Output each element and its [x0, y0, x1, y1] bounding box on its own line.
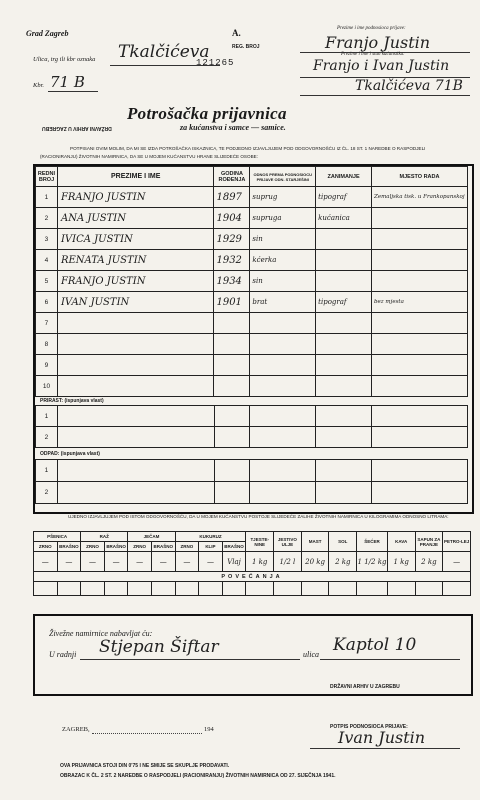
supply-value: —: [199, 552, 223, 572]
relation: supruga: [250, 208, 316, 229]
relation: [250, 334, 316, 355]
occupation: [316, 355, 372, 376]
supply-value: —: [443, 552, 471, 572]
birth-year: [214, 355, 250, 376]
declaration-text: UJEDNO IZJAVLJUJEM POD ISTOM ODGOVORNOŠĆU, DA U MOJEM KUĆANSTVU POSTOJE SLIJEDEĆE ZALIHE ŽIVOTNIH NAMIRNICA U KILOGRAMIMA ODNOSNO LITRAMA:: [68, 514, 449, 519]
persons-table: [35, 166, 468, 397]
supply-increase-cell: [443, 582, 471, 596]
reg-number: 121265: [196, 58, 235, 68]
signature-value: Ivan Justin: [338, 728, 426, 747]
submitter-label: Prezime i ime podnosioca prijave:: [337, 26, 406, 31]
birth-year: 1929: [214, 229, 250, 250]
supply-value: —: [104, 552, 128, 572]
supply-value: 1 1/2 kg: [357, 552, 388, 572]
row-number: 6: [36, 292, 58, 313]
work-place: [372, 334, 468, 355]
odpad-table: [35, 459, 468, 504]
supply-value: Vlaj: [222, 552, 246, 572]
col-kava: KAVA: [387, 532, 415, 552]
supply-label: Živežne namirnice nabavljat ću:: [49, 629, 153, 638]
group-psenica: PŠENICA: [34, 532, 81, 542]
birth-year: 1904: [214, 208, 250, 229]
group-raz: RAŽ: [81, 532, 128, 542]
supply-increase-cell: [175, 582, 199, 596]
city-label: Grad Zagreb: [26, 29, 69, 38]
supply-value: 1 kg: [387, 552, 415, 572]
form-letter: A.: [232, 28, 241, 38]
archive-stamp-top: DRŽAVNI ARHIV U ZAGREBU: [42, 125, 112, 131]
supply-increase-cell: [387, 582, 415, 596]
occupation: tipograf: [316, 292, 372, 313]
person-row: [36, 313, 468, 334]
col-name: PREZIME I IME: [57, 167, 214, 187]
row-number: 10: [36, 376, 58, 397]
work-place: [372, 208, 468, 229]
signature-label: POTPIS PODNOSIOCA PRIJAVE:: [330, 724, 408, 730]
person-row: [36, 208, 468, 229]
price-note: OVA PRIJAVNICA STOJI DIN 0'75 I NE SMIJE SE SKUPLJE PRODAVATI.: [60, 763, 230, 769]
supply-increase-cell: [128, 582, 152, 596]
work-place: [372, 250, 468, 271]
row-number: 1: [36, 187, 58, 208]
supply-value: 20 kg: [301, 552, 329, 572]
sub-col: ZRNO: [34, 542, 58, 552]
sub-col: KLIP: [199, 542, 223, 552]
odpad-row-num: 1: [36, 460, 58, 482]
person-name: [57, 376, 214, 397]
occupation: [316, 334, 372, 355]
work-place: [372, 313, 468, 334]
col-year: GODINA ROĐENJA: [214, 167, 250, 187]
birth-year: 1932: [214, 250, 250, 271]
row-number: 9: [36, 355, 58, 376]
supply-increase-cell: [199, 582, 223, 596]
occupation: [316, 229, 372, 250]
kbr-label: Kbr.: [33, 82, 45, 89]
occupation: kućanica: [316, 208, 372, 229]
supply-value: 1 kg: [246, 552, 274, 572]
person-name: [57, 355, 214, 376]
work-place: bez mjesta: [372, 292, 468, 313]
person-name: FRANJO JUSTIN: [57, 271, 214, 292]
work-place: [372, 376, 468, 397]
person-row: [36, 229, 468, 250]
person-row: [36, 334, 468, 355]
sub-col: ZRNO: [81, 542, 105, 552]
col-sapun: SAPUN ZA PRANJE: [415, 532, 443, 552]
sub-col: BRAŠNO: [151, 542, 175, 552]
person-row: [36, 271, 468, 292]
person-name: ANA JUSTIN: [57, 208, 214, 229]
relation: kćerka: [250, 250, 316, 271]
household-value-1: Franjo i Ivan Justin: [313, 58, 450, 74]
col-tjestenine: TJESTE-NINE: [246, 532, 274, 552]
col-work: MJESTO RADA: [372, 167, 468, 187]
sub-col: BRAŠNO: [222, 542, 246, 552]
birth-year: 1934: [214, 271, 250, 292]
shop-value: Stjepan Šiftar: [99, 637, 219, 657]
person-row: [36, 187, 468, 208]
odpad-row-num: 2: [36, 482, 58, 504]
row-number: 5: [36, 271, 58, 292]
sub-col: ZRNO: [175, 542, 199, 552]
row-number: 8: [36, 334, 58, 355]
birth-year: 1897: [214, 187, 250, 208]
col-ulje: JESTIVO ULJE: [274, 532, 302, 552]
supply-increase-cell: [301, 582, 329, 596]
decree-note: OBRAZAC K ČL. 2 ST. 2 NAREDBE O RASPODJELI (RACIONIRANJU) ŽIVOTNIH NAMIRNICA OD 27. SIJEČNJA 1941.: [60, 773, 336, 779]
row-number: 3: [36, 229, 58, 250]
supply-increase-cell: [274, 582, 302, 596]
place-label: ZAGREB,: [62, 726, 90, 733]
person-name: RENATA JUSTIN: [57, 250, 214, 271]
household-label: Prezime i ime i stan kućanstika:: [341, 52, 405, 57]
supply-street-value: Kaptol 10: [333, 635, 417, 655]
person-row: [36, 250, 468, 271]
submitter-value: Franjo Justin: [325, 33, 431, 52]
povecanja-label: POVEĆANJA: [34, 572, 471, 582]
intro-text: POTPISANI OVIM MOLIM, DA MI SE IZDA POTROŠAČKA ISKAZNICA, TE PODJEDNO IZJAVLJUJEM POD ODGOVORNOŠĆU IZ ČL. 18 ST. 1 NAREDBE O RASPODJELI (RACIONIRANJU) ŽIVOTNIH NAMIRNICA, DA SE U MOJEM KUĆANSTVU HRANE SLIJEDEĆE OSOBE:: [40, 146, 426, 159]
birth-year: [214, 313, 250, 334]
occupation: [316, 313, 372, 334]
supply-increase-cell: [104, 582, 128, 596]
person-name: FRANJO JUSTIN: [57, 187, 214, 208]
col-num: REDNI BROJ: [36, 167, 58, 187]
group-kukuruz: KUKURUZ: [175, 532, 246, 542]
occupation: [316, 250, 372, 271]
row-number: 2: [36, 208, 58, 229]
work-place: [372, 229, 468, 250]
prirast-row-num: 2: [36, 427, 58, 448]
relation: [250, 376, 316, 397]
col-sol: SOL: [329, 532, 357, 552]
supply-value: —: [151, 552, 175, 572]
row-number: 4: [36, 250, 58, 271]
kbr-value: 71 B: [50, 73, 85, 91]
col-secer: ŠEĆER: [357, 532, 388, 552]
birth-year: [214, 376, 250, 397]
person-name: IVAN JUSTIN: [57, 292, 214, 313]
group-jecam: JEČAM: [128, 532, 175, 542]
relation: brat: [250, 292, 316, 313]
supply-value: —: [57, 552, 81, 572]
occupation: [316, 271, 372, 292]
relation: [250, 355, 316, 376]
person-row: [36, 292, 468, 313]
supply-increase-cell: [415, 582, 443, 596]
person-name: [57, 313, 214, 334]
supply-value: —: [81, 552, 105, 572]
reg-label: REG. BROJ: [232, 44, 260, 50]
occupation: tipograf: [316, 187, 372, 208]
supply-value: 2 kg: [415, 552, 443, 572]
sub-col: ZRNO: [128, 542, 152, 552]
person-row: [36, 355, 468, 376]
year-suffix: 194: [204, 726, 214, 733]
supply-value: 2 kg: [329, 552, 357, 572]
archive-stamp-bottom: DRŽAVNI ARHIV U ZAGREBU: [330, 684, 400, 690]
work-place: [372, 271, 468, 292]
col-occupation: ZANIMANJE: [316, 167, 372, 187]
supplies-table: [33, 531, 471, 596]
supply-increase-cell: [34, 582, 58, 596]
prirast-row-num: 1: [36, 406, 58, 427]
supply-value: —: [34, 552, 58, 572]
supply-value: —: [175, 552, 199, 572]
col-relation: ODNOS PREMA PODNOSIOCU PRIJAVE ODN. STARJEŠINI: [250, 167, 316, 187]
form-title: Potrošačka prijavnica: [127, 104, 287, 123]
shop-label: U radnji: [49, 650, 77, 659]
col-petrolej: PETRO-LEJ: [443, 532, 471, 552]
supply-increase-cell: [357, 582, 388, 596]
birth-year: [214, 334, 250, 355]
street-value: Tkalčićeva: [118, 42, 210, 62]
form-subtitle: za kućanstva i samce — samice.: [180, 123, 286, 132]
birth-year: 1901: [214, 292, 250, 313]
street-label: Ulica, trg ili kbr oznaka: [33, 56, 96, 63]
supply-increase-cell: [329, 582, 357, 596]
supply-increase-cell: [81, 582, 105, 596]
sub-col: BRAŠNO: [104, 542, 128, 552]
supply-increase-cell: [222, 582, 246, 596]
supply-value: 1/2 l: [274, 552, 302, 572]
work-place: Zemaljska tisk. u Frankopanskoj: [372, 187, 468, 208]
relation: sin: [250, 271, 316, 292]
supply-increase-cell: [246, 582, 274, 596]
person-name: IVICA JUSTIN: [57, 229, 214, 250]
supply-increase-cell: [57, 582, 81, 596]
person-name: [57, 334, 214, 355]
prirast-label: PRIRAST: (ispunjava vlast): [40, 398, 104, 404]
supply-value: —: [128, 552, 152, 572]
household-value-2: Tkalčićeva 71B: [355, 78, 463, 94]
supply-increase-cell: [151, 582, 175, 596]
relation: sin: [250, 229, 316, 250]
sub-col: BRAŠNO: [57, 542, 81, 552]
work-place: [372, 355, 468, 376]
row-number: 7: [36, 313, 58, 334]
relation: [250, 313, 316, 334]
odpad-label: ODPAD: (ispunjava vlast): [40, 451, 100, 457]
col-mast: MAST: [301, 532, 329, 552]
prirast-table: [35, 405, 468, 448]
relation: suprug: [250, 187, 316, 208]
person-row: [36, 376, 468, 397]
street-label-supply: ulica: [303, 650, 319, 659]
occupation: [316, 376, 372, 397]
